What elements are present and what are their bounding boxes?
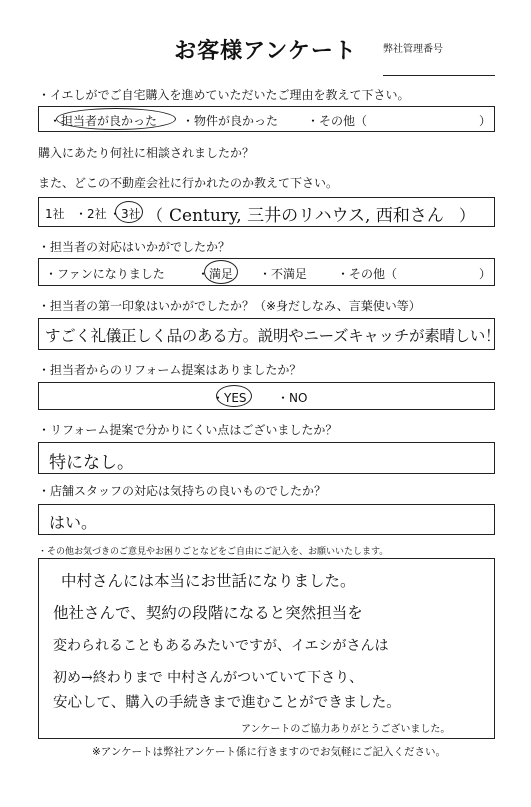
option-became-fan[interactable]: ・ファンになりました bbox=[45, 267, 165, 281]
answer-box-reform-unclear[interactable] bbox=[38, 442, 495, 474]
option-3-companies[interactable]: ・3社 bbox=[109, 207, 141, 221]
close-paren: ） bbox=[459, 206, 476, 225]
question-first-impression: ・担当者の第一印象はいかがでしたか？（※身だしなみ、言葉使い等） bbox=[38, 299, 421, 313]
option-unsatisfied[interactable]: ・不満足 bbox=[259, 267, 308, 281]
comment-line: 中村さんには本当にお世話になりました。 bbox=[61, 572, 356, 590]
option-good-staff[interactable]: ・担当者が良かった bbox=[49, 114, 158, 128]
thanks-message: アンケートのご協力ありがとうございました。 bbox=[241, 724, 451, 735]
open-paren: （ bbox=[147, 206, 164, 225]
question-staff-response: ・担当者の対応はいかがでしたか？ bbox=[38, 240, 231, 254]
management-number-label: 弊社管理番号 bbox=[383, 44, 443, 55]
comment-line: 初め→終わりまで 中村さんがついていて下さり、 bbox=[53, 670, 364, 686]
option-other[interactable]: ・その他（ bbox=[307, 114, 368, 128]
comment-line: 変わられることもあるみたいですが、イエシがさんは bbox=[53, 638, 389, 654]
option-2-companies[interactable]: ・2社 bbox=[75, 207, 107, 221]
option-other[interactable]: ・その他（ bbox=[337, 267, 398, 281]
free-comment-prompt: ・その他お気づきのご意見やお困りごとなどをご自由にご記入を、お願いいたします。 bbox=[38, 547, 389, 557]
comment-line: 安心して、購入の手続きまで進むことができました。 bbox=[53, 695, 401, 711]
page-title: お客様アンケート bbox=[174, 39, 357, 64]
question-companies-detail: また、どこの不動産会社に行かれたのか教えて下さい。 bbox=[38, 176, 339, 190]
question-companies: 購入にあたり何社に相談されましたか？ bbox=[38, 146, 255, 160]
question-reform-unclear: ・リフォーム提案で分かりにくい点はございましたか？ bbox=[38, 423, 338, 437]
free-comment-box[interactable] bbox=[38, 558, 495, 739]
answer-box-first-impression[interactable] bbox=[38, 318, 501, 350]
answer-box-staff-response[interactable] bbox=[38, 258, 495, 286]
handwritten-companies: Century, 三井のリハウス, 西和さん bbox=[169, 206, 444, 226]
option-good-property[interactable]: ・物件が良かった bbox=[182, 114, 279, 128]
answer-box-companies[interactable] bbox=[38, 197, 495, 227]
handwritten-first-impression: すごく礼儀正しく品のある方。説明やニーズキャッチが素晴しい！ bbox=[45, 327, 501, 345]
handwritten-store-staff: はい。 bbox=[49, 513, 98, 532]
question-store-staff: ・店舗スタッフの対応は気持ちの良いものでしたか？ bbox=[38, 484, 327, 498]
footer-note: ※アンケートは弊社アンケート係に行きますのでお気軽にご記入ください。 bbox=[92, 746, 447, 758]
question-reason: ・イエしがでご自宅購入を進めていただいたご理由を教えて下さい。 bbox=[38, 88, 410, 102]
option-1-company[interactable]: 1社 bbox=[45, 207, 65, 221]
option-other-close: ） bbox=[479, 114, 492, 128]
answer-box-reason[interactable] bbox=[38, 106, 495, 132]
option-yes[interactable]: ・YES bbox=[212, 391, 247, 405]
management-number-field[interactable] bbox=[383, 75, 495, 76]
option-no[interactable]: ・NO bbox=[277, 391, 308, 405]
comment-line: 他社さんで、契約の段階になると突然担当を bbox=[53, 604, 363, 622]
option-other-close: ） bbox=[479, 267, 492, 281]
handwritten-reform-unclear: 特になし。 bbox=[49, 453, 134, 473]
answer-box-reform-proposal[interactable] bbox=[38, 382, 495, 410]
answer-box-store-staff[interactable] bbox=[38, 504, 495, 535]
question-reform-proposal: ・担当者からのリフォーム提案はありましたか？ bbox=[38, 363, 302, 377]
option-satisfied[interactable]: ・満足 bbox=[197, 267, 234, 281]
